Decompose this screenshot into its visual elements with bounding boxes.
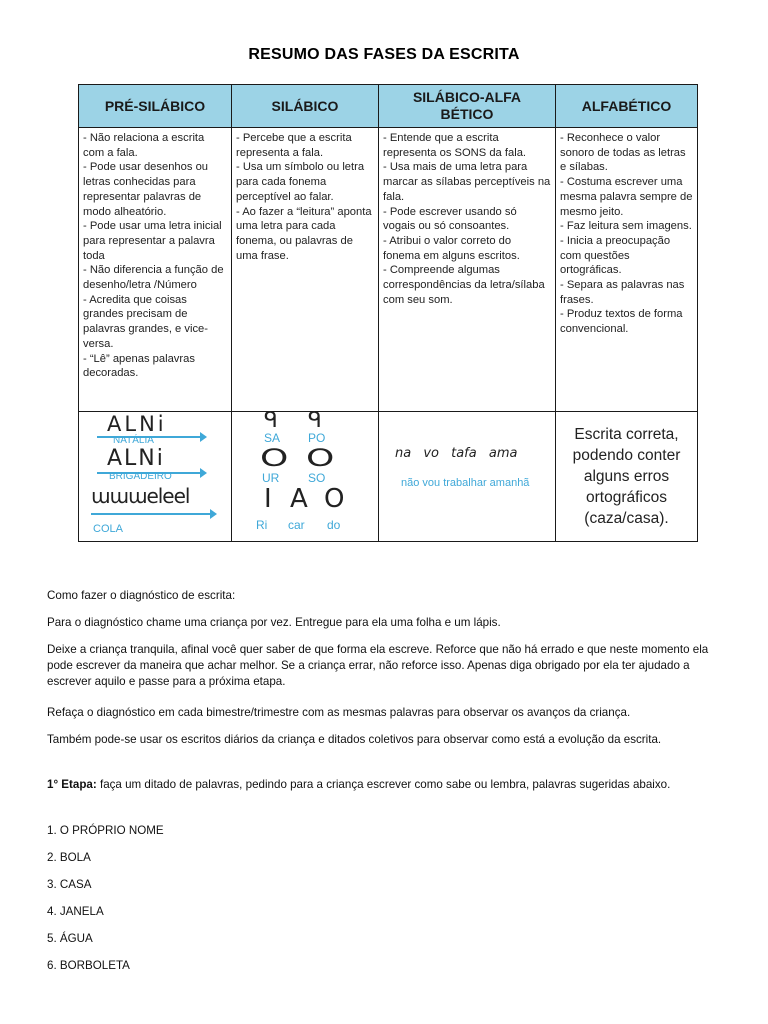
handwriting-o2: O — [306, 444, 335, 472]
syllable-ri: Ri — [256, 518, 268, 532]
header-alfabetico: ALFABÉTICO — [556, 85, 698, 128]
desc-cell-silabico — [232, 128, 379, 412]
header-silabico: SILÁBICO — [232, 85, 379, 128]
step-label: 1° Etapa: — [47, 778, 97, 791]
example-line: alguns erros — [583, 468, 670, 485]
label-brigadeiro: BRIGADEIRO — [109, 471, 172, 482]
list-item: 1. O PRÓPRIO NOME — [47, 824, 164, 837]
desc-item: - Pode usar desenhos ou letras conhecidas para representar palavras de modo alheatório. — [83, 161, 209, 218]
desc-item: - Ao fazer a “leitura” aponta uma letra para cada fonema, ou palavras de uma frase. — [236, 205, 372, 262]
desc-list — [379, 128, 555, 307]
document-title: RESUMO DAS FASES DA ESCRITA — [248, 46, 520, 63]
handwriting-i: I — [264, 484, 272, 514]
desc-list — [232, 128, 378, 263]
syllable-do: do — [327, 518, 341, 532]
example-cell-silabico-alfabetico — [379, 412, 556, 542]
desc-item: - Faz leitura sem imagens. — [560, 220, 692, 233]
step-text: faça um ditado de palavras, pedindo para a criança escrever como sabe ou lembra, palavras sugeridas abaixo. — [96, 778, 671, 791]
section-heading: Como fazer o diagnóstico de escrita: — [47, 589, 236, 602]
desc-item: - Reconhece o valor sonoro de todas as letras e sílabas. — [560, 132, 686, 174]
desc-cell-pre-silabico — [79, 128, 232, 412]
desc-cell-alfabetico — [556, 128, 698, 412]
desc-list — [79, 128, 231, 381]
desc-item: - Usa mais de uma letra para marcar as sílabas perceptíveis na fala. — [383, 161, 551, 203]
list-item: 2. BOLA — [47, 851, 91, 864]
example-cell-pre-silabico — [79, 412, 232, 542]
example-line: podendo conter — [572, 447, 681, 464]
header-pre-silabico: PRÉ-SILÁBICO — [79, 85, 232, 128]
header-silabico-alfabetico — [379, 85, 556, 128]
desc-item: - Percebe que a escrita representa a fala. — [236, 132, 352, 159]
desc-item: - Não diferencia a função de desenho/letra /Número — [83, 264, 224, 292]
syllable-ur: UR — [262, 471, 280, 485]
list-item: 4. JANELA — [47, 905, 104, 918]
handwriting-cola: ɯɯɯeleel — [91, 484, 190, 508]
desc-item: - Não relaciona a escrita com a fala. — [83, 132, 205, 159]
desc-item: - Inicia a preocupação com questões ortográficas. — [560, 234, 671, 277]
label-sentence: não vou trabalhar amanhã — [401, 477, 530, 489]
handwriting-sentence: na vo tafa ama — [395, 446, 518, 461]
paragraph-1: Para o diagnóstico chame uma criança por vez. Entregue para ela uma folha e um lápis. — [47, 616, 501, 629]
example-cell-alfabetico — [556, 412, 698, 542]
handwriting-natalia: ALNi — [107, 412, 167, 436]
list-item: 3. CASA — [47, 878, 92, 891]
example-line: Escrita correta, — [574, 426, 679, 443]
syllable-sa: SA — [264, 431, 281, 445]
handwriting-o3: O — [324, 484, 345, 514]
handwriting-brigadeiro: ALNi — [107, 446, 165, 471]
syllable-car: car — [288, 518, 305, 532]
desc-item: - Produz textos de forma convencional. — [560, 308, 683, 336]
arrow-icon — [91, 513, 215, 515]
syllable-po: PO — [308, 431, 326, 445]
example-line: (caza/casa). — [584, 510, 669, 527]
example-cell-silabico — [232, 408, 379, 542]
desc-item: - Compreende algumas correspondências da letra/sílaba com seu som. — [383, 264, 545, 306]
list-item: 5. ÁGUA — [47, 932, 93, 945]
desc-item: - Pode escrever usando só vogais ou só consoantes. — [383, 205, 517, 233]
paragraph-4: Também pode-se usar os escritos diários da criança e ditados coletivos para observar como está a evolução da escrita. — [47, 733, 662, 746]
desc-item: - “Lê” apenas palavras decoradas. — [83, 352, 195, 380]
desc-item: - Atribui o valor correto do fonema em alguns escritos. — [383, 234, 520, 262]
handwriting-a: A — [290, 484, 308, 514]
label-natalia: NATÁLIA — [113, 435, 154, 446]
desc-item: - Acredita que coisas grandes precisam de palavras grandes, e vice-versa. — [83, 293, 208, 350]
paragraph-3: Refaça o diagnóstico em cada bimestre/trimestre com as mesmas palavras para observar os avanços da criança. — [47, 706, 631, 719]
phases-table — [78, 84, 698, 542]
desc-item: - Pode usar uma letra inicial para representar a palavra toda — [83, 220, 222, 262]
syllable-so: SO — [308, 471, 326, 485]
word-list — [47, 823, 727, 985]
desc-item: - Entende que a escrita representa os SONS da fala. — [383, 132, 527, 159]
desc-item: - Costuma escrever uma mesma palavra sempre de mesmo jeito. — [560, 176, 693, 218]
alfabetico-example-text — [556, 424, 697, 529]
desc-item: - Usa um símbolo ou letra para cada fonema perceptível ao falar. — [236, 161, 365, 203]
desc-list — [556, 128, 697, 337]
desc-cell-silabico-alfabetico — [379, 128, 556, 412]
label-cola: COLA — [93, 523, 123, 535]
handwriting-q2: ᑫ — [308, 408, 322, 433]
header-silabico-alfabetico-text: SILÁBICO-ALFABÉTICO — [412, 89, 522, 122]
paragraph-5 — [47, 777, 727, 793]
desc-item: - Separa as palavras nas frases. — [560, 279, 685, 306]
list-item: 6. BORBOLETA — [47, 959, 130, 972]
handwriting-o1: O — [260, 444, 289, 472]
paragraph-2: Deixe a criança tranquila, afinal você quer saber de que forma ela escreve. Reforce que não há errado e que neste momento ela pode escrever da maneira que achar melhor. Se a criança errar, não reforce isso. Apenas diga obrigado por ela ter ajudado a escrever aquilo e passe para a próxima etapa. — [47, 643, 709, 688]
handwriting-q1: ᑫ — [264, 408, 278, 433]
example-line: ortográficos — [586, 489, 667, 506]
